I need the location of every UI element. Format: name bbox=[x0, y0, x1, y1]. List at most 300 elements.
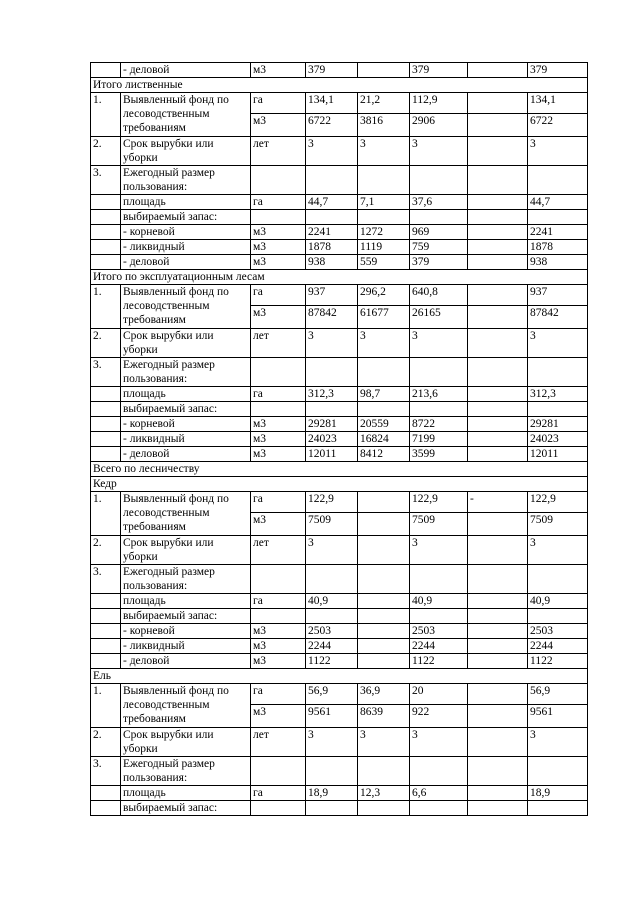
cell-col-c bbox=[468, 705, 528, 728]
cell-unit bbox=[251, 757, 306, 786]
cell-row-number bbox=[91, 225, 121, 240]
table-row bbox=[91, 255, 588, 270]
cell-row-number: 1. bbox=[91, 93, 121, 137]
cell-col-c bbox=[468, 195, 528, 210]
cell-col-a bbox=[358, 536, 410, 565]
cell-col-c bbox=[468, 63, 528, 78]
cell-row-number bbox=[91, 432, 121, 447]
cell-total: 134,1 bbox=[306, 93, 358, 114]
cell-col-a bbox=[358, 565, 410, 594]
cell-total bbox=[306, 757, 358, 786]
cell-col-c bbox=[468, 329, 528, 358]
cell-row-number bbox=[91, 624, 121, 639]
cell-col-total: 2503 bbox=[528, 624, 588, 639]
cell-total: 12011 bbox=[306, 447, 358, 462]
table-row bbox=[91, 801, 588, 816]
cell-row-label: Ежегодный размер пользования: bbox=[121, 358, 251, 387]
forest-usage-table bbox=[90, 62, 588, 816]
cell-row-label: Срок вырубки или уборки bbox=[121, 137, 251, 166]
cell-row-label: Выявленный фонд по лесоводственным требованиям bbox=[121, 684, 251, 728]
cell-unit bbox=[251, 609, 306, 624]
cell-col-b: 3599 bbox=[410, 447, 468, 462]
cell-unit: га bbox=[251, 285, 306, 306]
cell-col-a bbox=[358, 513, 410, 536]
cell-total: 937 bbox=[306, 285, 358, 306]
cell-col-total bbox=[528, 402, 588, 417]
section-title: Кедр bbox=[91, 477, 588, 492]
cell-col-a bbox=[358, 757, 410, 786]
cell-col-total: 938 bbox=[528, 255, 588, 270]
cell-col-b: 6,6 bbox=[410, 786, 468, 801]
cell-total: 2244 bbox=[306, 639, 358, 654]
cell-col-b: 3 bbox=[410, 536, 468, 565]
cell-total: 87842 bbox=[306, 306, 358, 329]
cell-col-total bbox=[528, 358, 588, 387]
cell-row-number: 3. bbox=[91, 565, 121, 594]
cell-total: 3 bbox=[306, 329, 358, 358]
table-row bbox=[91, 432, 588, 447]
cell-unit: м3 bbox=[251, 225, 306, 240]
cell-total: 6722 bbox=[306, 114, 358, 137]
cell-total: 40,9 bbox=[306, 594, 358, 609]
cell-total: 29281 bbox=[306, 417, 358, 432]
cell-unit: м3 bbox=[251, 255, 306, 270]
cell-col-total bbox=[528, 565, 588, 594]
cell-row-number: 3. bbox=[91, 166, 121, 195]
cell-row-label: Выявленный фонд по лесоводственным требованиям bbox=[121, 492, 251, 536]
cell-col-a: 1119 bbox=[358, 240, 410, 255]
cell-unit: га bbox=[251, 594, 306, 609]
cell-total: 3 bbox=[306, 728, 358, 757]
cell-row-label: - деловой bbox=[121, 447, 251, 462]
cell-col-c bbox=[468, 225, 528, 240]
cell-row-label: площадь bbox=[121, 195, 251, 210]
table-row bbox=[91, 387, 588, 402]
cell-row-label: - корневой bbox=[121, 417, 251, 432]
cell-total: 9561 bbox=[306, 705, 358, 728]
cell-total: 1878 bbox=[306, 240, 358, 255]
cell-col-total: 44,7 bbox=[528, 195, 588, 210]
cell-col-b: 1122 bbox=[410, 654, 468, 669]
cell-total: 2503 bbox=[306, 624, 358, 639]
table-row bbox=[91, 225, 588, 240]
cell-row-number: 2. bbox=[91, 536, 121, 565]
cell-col-b: 7199 bbox=[410, 432, 468, 447]
section-header-row bbox=[91, 270, 588, 285]
cell-unit: га bbox=[251, 492, 306, 513]
cell-total bbox=[306, 402, 358, 417]
cell-col-total: 1878 bbox=[528, 240, 588, 255]
cell-col-a bbox=[358, 654, 410, 669]
cell-col-a bbox=[358, 624, 410, 639]
cell-col-b: 922 bbox=[410, 705, 468, 728]
table-row bbox=[91, 329, 588, 358]
cell-col-a: 16824 bbox=[358, 432, 410, 447]
section-title: Ель bbox=[91, 669, 588, 684]
cell-row-label: площадь bbox=[121, 786, 251, 801]
cell-col-total: 937 bbox=[528, 285, 588, 306]
cell-row-number bbox=[91, 654, 121, 669]
cell-row-number bbox=[91, 801, 121, 816]
cell-row-label: Срок вырубки или уборки bbox=[121, 329, 251, 358]
cell-unit bbox=[251, 402, 306, 417]
cell-total: 44,7 bbox=[306, 195, 358, 210]
cell-unit: м3 bbox=[251, 432, 306, 447]
cell-col-c bbox=[468, 801, 528, 816]
cell-row-label: выбираемый запас: bbox=[121, 210, 251, 225]
cell-col-c bbox=[468, 255, 528, 270]
cell-col-c bbox=[468, 432, 528, 447]
cell-col-b: 3 bbox=[410, 728, 468, 757]
cell-row-number bbox=[91, 195, 121, 210]
cell-col-c bbox=[468, 166, 528, 195]
cell-col-total: 122,9 bbox=[528, 492, 588, 513]
cell-col-total: 40,9 bbox=[528, 594, 588, 609]
cell-col-total: 3 bbox=[528, 329, 588, 358]
cell-row-label: - корневой bbox=[121, 624, 251, 639]
cell-total: 56,9 bbox=[306, 684, 358, 705]
cell-total bbox=[306, 358, 358, 387]
cell-col-total: 379 bbox=[528, 63, 588, 78]
cell-col-total: 56,9 bbox=[528, 684, 588, 705]
cell-col-c bbox=[468, 93, 528, 114]
cell-col-b: 3 bbox=[410, 137, 468, 166]
section-header-row bbox=[91, 78, 588, 93]
cell-unit: га bbox=[251, 195, 306, 210]
cell-col-a bbox=[358, 801, 410, 816]
cell-col-c bbox=[468, 654, 528, 669]
cell-row-label: - корневой bbox=[121, 225, 251, 240]
cell-total: 379 bbox=[306, 63, 358, 78]
cell-col-b: 20 bbox=[410, 684, 468, 705]
cell-unit: м3 bbox=[251, 306, 306, 329]
cell-col-b bbox=[410, 565, 468, 594]
cell-col-a: 61677 bbox=[358, 306, 410, 329]
cell-col-total: 312,3 bbox=[528, 387, 588, 402]
cell-col-c bbox=[468, 240, 528, 255]
cell-col-b: 2503 bbox=[410, 624, 468, 639]
cell-col-c bbox=[468, 210, 528, 225]
cell-row-label: площадь bbox=[121, 387, 251, 402]
table-row bbox=[91, 285, 588, 306]
cell-col-b: 379 bbox=[410, 255, 468, 270]
cell-col-total: 29281 bbox=[528, 417, 588, 432]
section-title: Итого по эксплуатационным лесам bbox=[91, 270, 588, 285]
table-row bbox=[91, 137, 588, 166]
cell-total: 24023 bbox=[306, 432, 358, 447]
cell-col-a bbox=[358, 594, 410, 609]
cell-total: 938 bbox=[306, 255, 358, 270]
cell-col-b bbox=[410, 402, 468, 417]
cell-row-label: Срок вырубки или уборки bbox=[121, 728, 251, 757]
cell-total: 2241 bbox=[306, 225, 358, 240]
cell-col-c bbox=[468, 786, 528, 801]
cell-unit: га bbox=[251, 786, 306, 801]
section-header-row bbox=[91, 669, 588, 684]
cell-row-number bbox=[91, 402, 121, 417]
cell-unit: м3 bbox=[251, 240, 306, 255]
cell-col-a: 98,7 bbox=[358, 387, 410, 402]
cell-row-number bbox=[91, 594, 121, 609]
cell-unit bbox=[251, 801, 306, 816]
cell-col-a: 36,9 bbox=[358, 684, 410, 705]
cell-col-total: 9561 bbox=[528, 705, 588, 728]
cell-col-a bbox=[358, 492, 410, 513]
cell-col-b: 213,6 bbox=[410, 387, 468, 402]
cell-col-b bbox=[410, 757, 468, 786]
table-row bbox=[91, 166, 588, 195]
cell-row-number bbox=[91, 210, 121, 225]
table-row bbox=[91, 565, 588, 594]
cell-col-b: 26165 bbox=[410, 306, 468, 329]
table-row bbox=[91, 624, 588, 639]
cell-unit: лет bbox=[251, 728, 306, 757]
cell-col-total: 2241 bbox=[528, 225, 588, 240]
cell-row-label: - деловой bbox=[121, 63, 251, 78]
cell-col-c bbox=[468, 609, 528, 624]
cell-col-c bbox=[468, 684, 528, 705]
cell-row-number bbox=[91, 447, 121, 462]
cell-col-b bbox=[410, 801, 468, 816]
cell-col-total: 1122 bbox=[528, 654, 588, 669]
cell-col-total bbox=[528, 166, 588, 195]
table-row bbox=[91, 654, 588, 669]
cell-row-number bbox=[91, 387, 121, 402]
cell-unit bbox=[251, 358, 306, 387]
cell-col-b: 969 bbox=[410, 225, 468, 240]
cell-total: 18,9 bbox=[306, 786, 358, 801]
cell-total: 312,3 bbox=[306, 387, 358, 402]
cell-col-a bbox=[358, 609, 410, 624]
cell-col-b: 122,9 bbox=[410, 492, 468, 513]
cell-col-total: 6722 bbox=[528, 114, 588, 137]
cell-unit: м3 bbox=[251, 624, 306, 639]
cell-row-label: - деловой bbox=[121, 654, 251, 669]
cell-row-label: Ежегодный размер пользования: bbox=[121, 565, 251, 594]
cell-col-b: 37,6 bbox=[410, 195, 468, 210]
cell-unit: лет bbox=[251, 137, 306, 166]
cell-col-a: 3 bbox=[358, 728, 410, 757]
cell-unit: га bbox=[251, 684, 306, 705]
cell-col-c bbox=[468, 536, 528, 565]
cell-col-total: 2244 bbox=[528, 639, 588, 654]
cell-col-a: 8412 bbox=[358, 447, 410, 462]
cell-row-label: выбираемый запас: bbox=[121, 402, 251, 417]
cell-row-number bbox=[91, 609, 121, 624]
cell-col-c bbox=[468, 417, 528, 432]
cell-row-number: 2. bbox=[91, 137, 121, 166]
cell-col-a bbox=[358, 210, 410, 225]
cell-row-label: - ликвидный bbox=[121, 432, 251, 447]
cell-row-label: площадь bbox=[121, 594, 251, 609]
cell-col-b: 2244 bbox=[410, 639, 468, 654]
forest-usage-document bbox=[90, 62, 587, 816]
cell-col-c bbox=[468, 306, 528, 329]
cell-unit: м3 bbox=[251, 63, 306, 78]
cell-total: 1122 bbox=[306, 654, 358, 669]
cell-col-c bbox=[468, 728, 528, 757]
cell-col-b: 379 bbox=[410, 63, 468, 78]
cell-unit: м3 bbox=[251, 447, 306, 462]
cell-unit: м3 bbox=[251, 705, 306, 728]
table-row bbox=[91, 240, 588, 255]
cell-col-b bbox=[410, 166, 468, 195]
cell-total bbox=[306, 565, 358, 594]
cell-row-label: Выявленный фонд по лесоводственным требованиям bbox=[121, 93, 251, 137]
cell-col-c bbox=[468, 624, 528, 639]
cell-col-a: 20559 bbox=[358, 417, 410, 432]
cell-col-a: 1272 bbox=[358, 225, 410, 240]
cell-row-number: 1. bbox=[91, 684, 121, 728]
table-row bbox=[91, 492, 588, 513]
cell-col-a: 559 bbox=[358, 255, 410, 270]
section-title: Всего по лесничеству bbox=[91, 462, 588, 477]
section-title: Итого лиственные bbox=[91, 78, 588, 93]
cell-col-a: 296,2 bbox=[358, 285, 410, 306]
cell-col-a: 3 bbox=[358, 329, 410, 358]
cell-col-total: 3 bbox=[528, 728, 588, 757]
cell-col-total: 24023 bbox=[528, 432, 588, 447]
cell-row-number: 3. bbox=[91, 358, 121, 387]
table-row bbox=[91, 210, 588, 225]
cell-row-label: выбираемый запас: bbox=[121, 609, 251, 624]
cell-row-label: Срок вырубки или уборки bbox=[121, 536, 251, 565]
cell-row-label: - ликвидный bbox=[121, 240, 251, 255]
cell-col-a bbox=[358, 63, 410, 78]
cell-unit bbox=[251, 565, 306, 594]
table-row bbox=[91, 63, 588, 78]
cell-col-a: 21,2 bbox=[358, 93, 410, 114]
cell-row-label: - ликвидный bbox=[121, 639, 251, 654]
cell-col-total: 3 bbox=[528, 137, 588, 166]
table-row bbox=[91, 417, 588, 432]
cell-col-total: 3 bbox=[528, 536, 588, 565]
cell-col-total: 87842 bbox=[528, 306, 588, 329]
table-row bbox=[91, 447, 588, 462]
cell-row-label: Ежегодный размер пользования: bbox=[121, 757, 251, 786]
cell-row-number bbox=[91, 639, 121, 654]
cell-row-label: выбираемый запас: bbox=[121, 801, 251, 816]
cell-row-number bbox=[91, 255, 121, 270]
cell-row-number bbox=[91, 786, 121, 801]
table-row bbox=[91, 594, 588, 609]
table-row bbox=[91, 786, 588, 801]
cell-unit: м3 bbox=[251, 114, 306, 137]
cell-col-b: 8722 bbox=[410, 417, 468, 432]
cell-col-c bbox=[468, 513, 528, 536]
cell-unit: га bbox=[251, 93, 306, 114]
cell-col-c bbox=[468, 565, 528, 594]
cell-col-b: 2906 bbox=[410, 114, 468, 137]
cell-row-number: 2. bbox=[91, 728, 121, 757]
cell-total: 3 bbox=[306, 137, 358, 166]
cell-row-number: 3. bbox=[91, 757, 121, 786]
cell-col-a bbox=[358, 639, 410, 654]
cell-col-total bbox=[528, 801, 588, 816]
cell-col-c: - bbox=[468, 492, 528, 513]
cell-col-c bbox=[468, 285, 528, 306]
table-row bbox=[91, 728, 588, 757]
table-row bbox=[91, 609, 588, 624]
table-row bbox=[91, 402, 588, 417]
table-row bbox=[91, 195, 588, 210]
cell-col-b: 759 bbox=[410, 240, 468, 255]
cell-total: 7509 bbox=[306, 513, 358, 536]
cell-unit: м3 bbox=[251, 513, 306, 536]
cell-col-b bbox=[410, 358, 468, 387]
cell-unit bbox=[251, 210, 306, 225]
cell-row-label: - деловой bbox=[121, 255, 251, 270]
cell-col-a: 3816 bbox=[358, 114, 410, 137]
cell-col-a: 8639 bbox=[358, 705, 410, 728]
cell-col-c bbox=[468, 594, 528, 609]
cell-row-number: 1. bbox=[91, 492, 121, 536]
cell-col-total: 134,1 bbox=[528, 93, 588, 114]
cell-col-c bbox=[468, 387, 528, 402]
cell-row-label: Ежегодный размер пользования: bbox=[121, 166, 251, 195]
cell-total bbox=[306, 609, 358, 624]
cell-row-number bbox=[91, 417, 121, 432]
cell-col-a bbox=[358, 166, 410, 195]
cell-col-a bbox=[358, 402, 410, 417]
cell-col-c bbox=[468, 402, 528, 417]
cell-unit: м3 bbox=[251, 417, 306, 432]
table-row bbox=[91, 684, 588, 705]
cell-row-number bbox=[91, 63, 121, 78]
cell-unit: га bbox=[251, 387, 306, 402]
cell-row-number: 1. bbox=[91, 285, 121, 329]
cell-col-total bbox=[528, 757, 588, 786]
cell-row-number bbox=[91, 240, 121, 255]
cell-col-c bbox=[468, 358, 528, 387]
cell-col-c bbox=[468, 757, 528, 786]
cell-col-b: 40,9 bbox=[410, 594, 468, 609]
cell-col-c bbox=[468, 447, 528, 462]
section-header-row bbox=[91, 477, 588, 492]
cell-col-b bbox=[410, 210, 468, 225]
cell-col-a bbox=[358, 358, 410, 387]
cell-col-b: 112,9 bbox=[410, 93, 468, 114]
cell-total bbox=[306, 166, 358, 195]
cell-unit: м3 bbox=[251, 654, 306, 669]
cell-unit: лет bbox=[251, 329, 306, 358]
table-row bbox=[91, 536, 588, 565]
cell-col-c bbox=[468, 639, 528, 654]
table-row bbox=[91, 757, 588, 786]
cell-col-b: 640,8 bbox=[410, 285, 468, 306]
cell-col-total: 7509 bbox=[528, 513, 588, 536]
cell-col-a: 7,1 bbox=[358, 195, 410, 210]
cell-total bbox=[306, 801, 358, 816]
cell-total bbox=[306, 210, 358, 225]
cell-total: 3 bbox=[306, 536, 358, 565]
cell-col-total bbox=[528, 609, 588, 624]
table-row bbox=[91, 93, 588, 114]
cell-col-c bbox=[468, 137, 528, 166]
cell-col-a: 3 bbox=[358, 137, 410, 166]
cell-row-number: 2. bbox=[91, 329, 121, 358]
cell-col-total: 12011 bbox=[528, 447, 588, 462]
cell-col-b: 3 bbox=[410, 329, 468, 358]
cell-col-a: 12,3 bbox=[358, 786, 410, 801]
cell-row-label: Выявленный фонд по лесоводственным требованиям bbox=[121, 285, 251, 329]
table-row bbox=[91, 358, 588, 387]
table-row bbox=[91, 639, 588, 654]
cell-col-b: 7509 bbox=[410, 513, 468, 536]
cell-col-total: 18,9 bbox=[528, 786, 588, 801]
cell-col-b bbox=[410, 609, 468, 624]
cell-total: 122,9 bbox=[306, 492, 358, 513]
